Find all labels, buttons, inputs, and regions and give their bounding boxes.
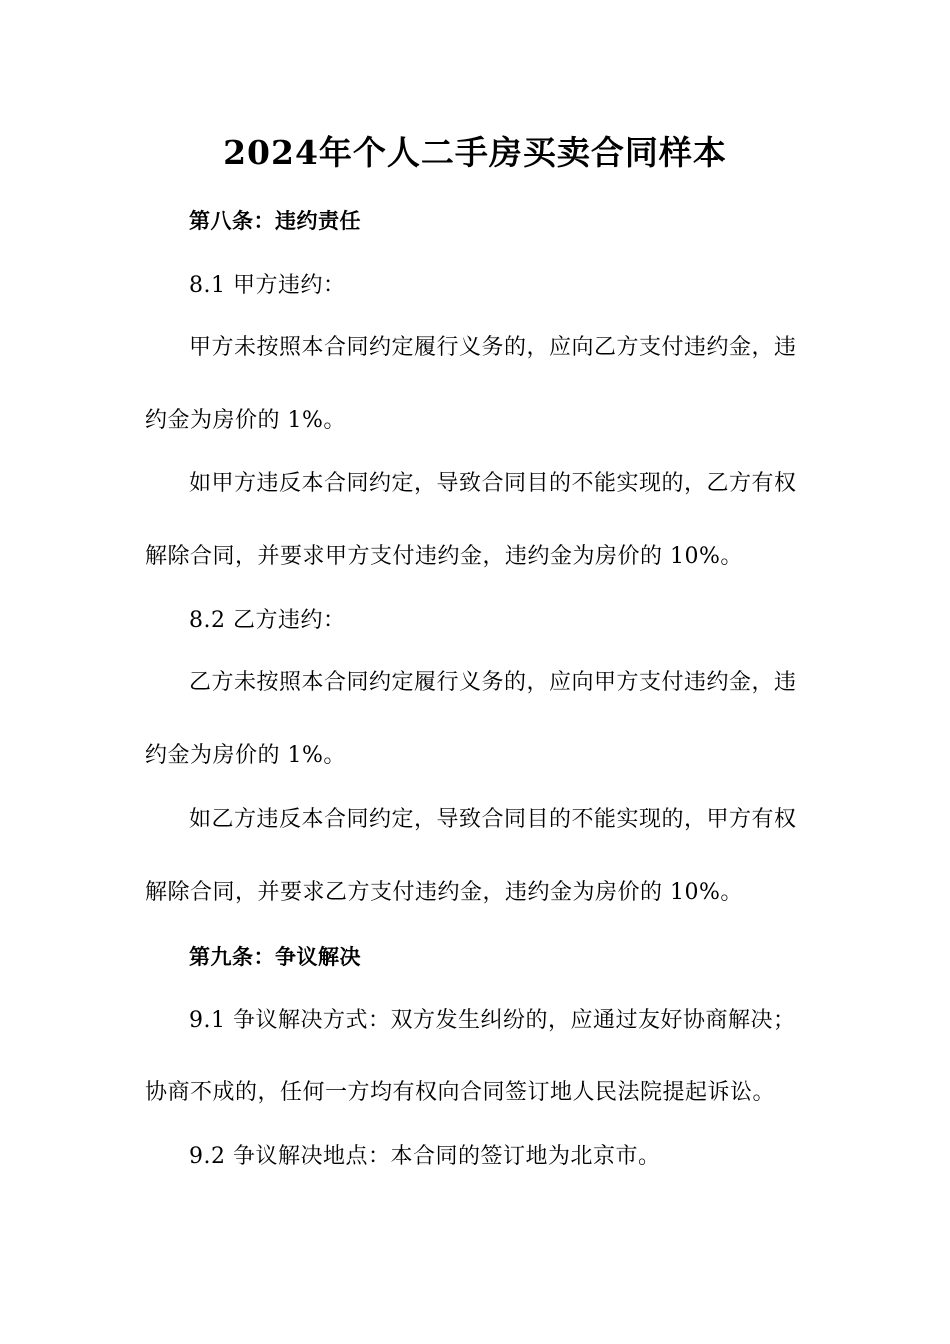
clause-8-2-heading: 8.2 乙方违约： [189,608,346,633]
clause-8-1-heading: 8.1 甲方违约： [189,273,346,298]
section-heading-article-8: 第八条：违约责任 [189,208,361,233]
paragraph-line: 9.1 争议解决方式：双方发生纠纷的，应通过友好协商解决； [189,1008,796,1033]
paragraph-line: 约金为房价的 1%。 [145,408,346,433]
paragraph-line: 解除合同，并要求乙方支付违约金，违约金为房价的 10%。 [145,880,743,905]
paragraph-line: 约金为房价的 1%。 [145,743,346,768]
paragraph-line: 如乙方违反本合同约定，导致合同目的不能实现的，甲方有权 [189,807,797,832]
paragraph-line: 甲方未按照本合同约定履行义务的，应向乙方支付违约金，违 [189,335,797,360]
section-heading-article-9: 第九条：争议解决 [189,944,361,969]
document-title: 2024年个人二手房买卖合同样本 [223,133,727,172]
paragraph-line: 9.2 争议解决地点：本合同的签订地为北京市。 [189,1144,661,1169]
paragraph-line: 解除合同，并要求甲方支付违约金，违约金为房价的 10%。 [145,544,743,569]
paragraph-line: 如甲方违反本合同约定，导致合同目的不能实现的，乙方有权 [189,471,797,496]
paragraph-line: 协商不成的，任何一方均有权向合同签订地人民法院提起诉讼。 [145,1080,776,1105]
paragraph-line: 乙方未按照本合同约定履行义务的，应向甲方支付违约金，违 [189,670,797,695]
